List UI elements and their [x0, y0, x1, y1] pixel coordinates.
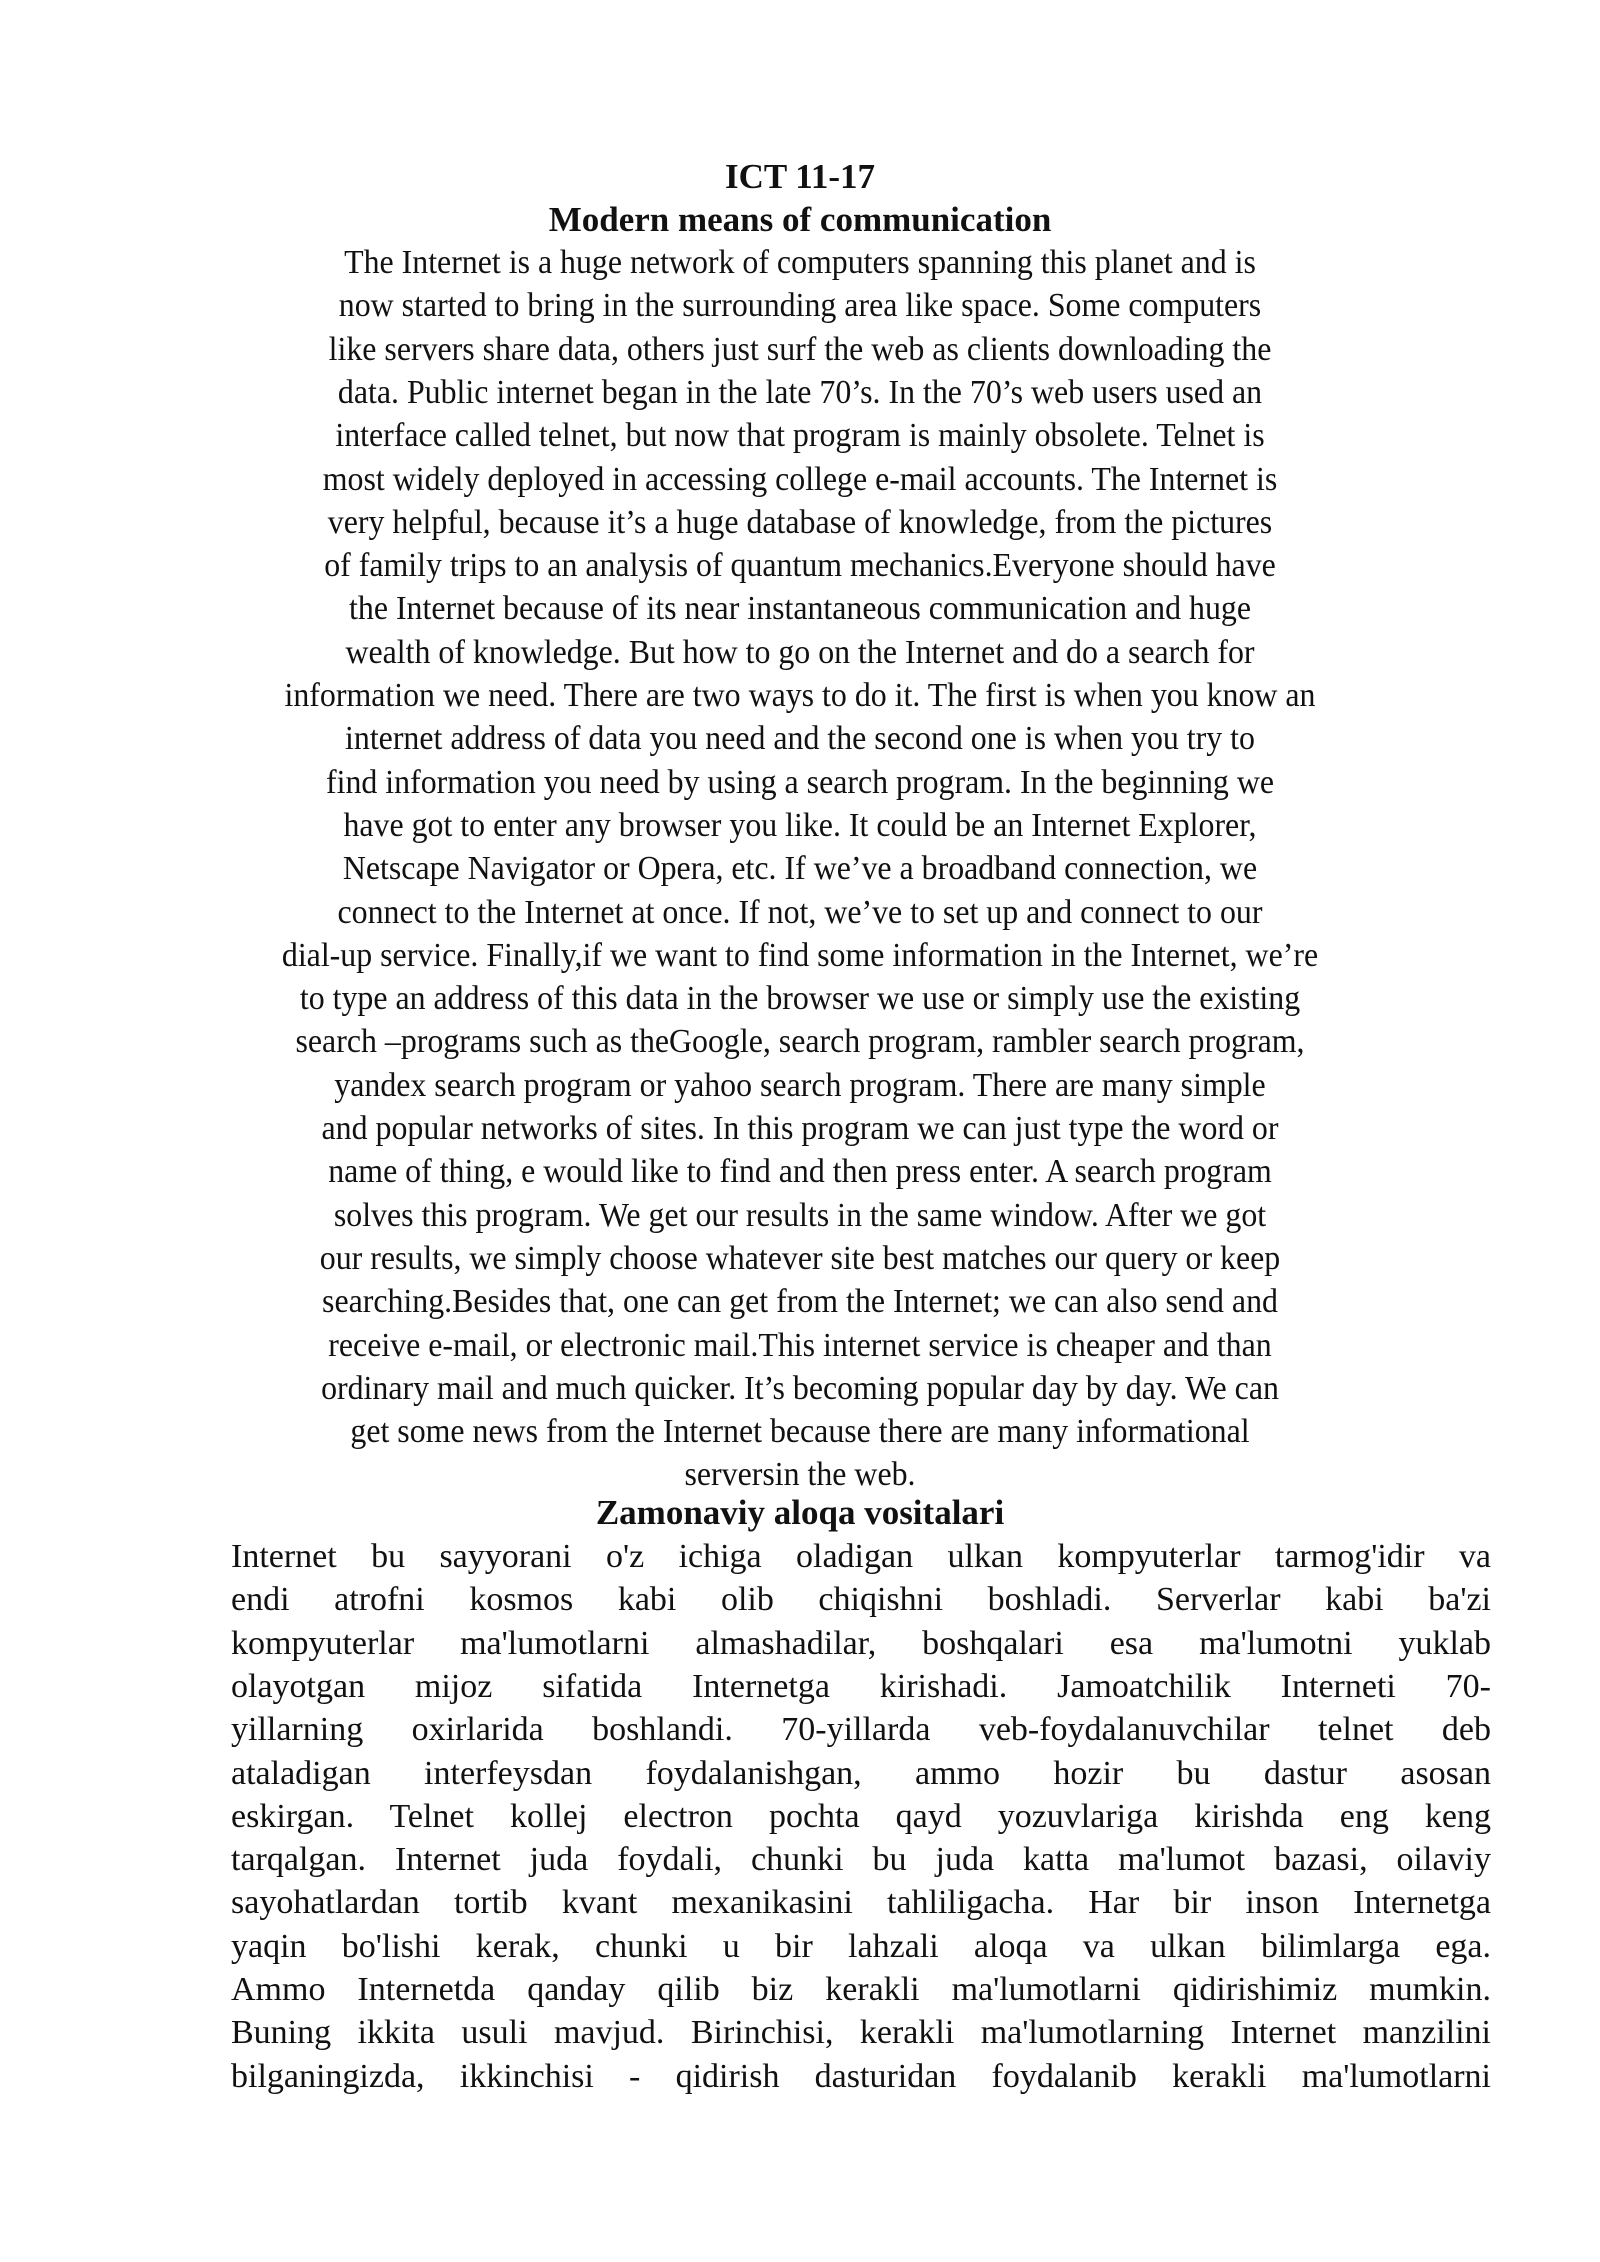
- text-line: data. Public internet began in the late 70’s. In the 70’s web users used an: [337, 373, 1263, 411]
- english-section-title: Modern means of communication: [548, 200, 1052, 239]
- text-line: ordinary mail and much quicker. It’s becoming popular day by day. We can: [321, 1369, 1279, 1407]
- text-line: wealth of knowledge. But how to go on the Internet and do a search for: [345, 633, 1255, 671]
- text-line: receive e-mail, or electronic mail.This internet service is cheaper and than: [328, 1326, 1272, 1364]
- text-line: now started to bring in the surrounding area like space. Some computers: [338, 287, 1262, 325]
- text-line: internet address of data you need and the second one is when you try to: [345, 720, 1255, 758]
- text-line: eskirgan. Telnet kollej electron pochta qayd yozuvlariga kirishda eng keng: [231, 1797, 1491, 1835]
- text-line: connect to the Internet at once. If not, we’ve to set up and connect to our: [337, 893, 1263, 931]
- text-line: the Internet because of its near instantaneous communication and huge: [349, 590, 1251, 628]
- text-line: search –programs such as theGoogle, search program, rambler search program,: [295, 1023, 1305, 1061]
- uzbek-section-title: Zamonaviy aloqa vositalari: [595, 1493, 1005, 1532]
- text-line: to type an address of this data in the browser we use or simply use the existing: [299, 980, 1301, 1018]
- text-line: very helpful, because it’s a huge database of knowledge, from the pictures: [327, 503, 1273, 541]
- text-line: serversin the web.: [684, 1456, 916, 1494]
- text-line: Buning ikkita usuli mavjud. Birinchisi, kerakli ma'lumotlarning Internet manzilini: [231, 2014, 1491, 2052]
- text-line: Netscape Navigator or Opera, etc. If we’ve a broadband connection, we: [342, 850, 1258, 888]
- text-line: and popular networks of sites. In this program we can just type the word or: [321, 1110, 1279, 1147]
- text-line: Internet bu sayyorani o'z ichiga oladigan ulkan kompyuterlar tarmog'idir va: [231, 1538, 1491, 1575]
- text-line: tarqalgan. Internet juda foydali, chunki bu juda katta ma'lumot bazasi, oilaviy: [231, 1841, 1491, 1879]
- text-line: name of thing, e would like to find and then press enter. A search program: [328, 1153, 1272, 1191]
- text-line: searching.Besides that, one can get from the Internet; we can also send and: [322, 1283, 1278, 1321]
- text-line: have got to enter any browser you like. It could be an Internet Explorer,: [343, 806, 1257, 844]
- text-line: information we need. There are two ways to do it. The first is when you know an: [284, 677, 1316, 714]
- text-line: yillarning oxirlarida boshlandi. 70-yillarda veb-foydalanuvchilar telnet deb: [231, 1711, 1491, 1749]
- text-line: like servers share data, others just surf the web as clients downloading the: [328, 330, 1272, 368]
- text-line: sayohatlardan tortib kvant mexanikasini tahliligacha. Har bir inson Internetga: [231, 1884, 1491, 1922]
- text-line: Ammo Internetda qanday qilib biz kerakli ma'lumotlarni qidirishimiz mumkin.: [231, 1971, 1491, 2008]
- text-line: our results, we simply choose whatever site best matches our query or keep: [319, 1239, 1281, 1277]
- text-line: solves this program. We get our results in the same window. After we got: [333, 1196, 1267, 1234]
- text-line: The Internet is a huge network of computers spanning this planet and is: [344, 244, 1256, 281]
- text-line: yaqin bo'lishi kerak, chunki u bir lahzali aloqa va ulkan bilimlarga ega.: [231, 1927, 1491, 1965]
- text-line: find information you need by using a search program. In the beginning we: [325, 763, 1275, 801]
- document-header: ICT 11-17: [724, 157, 876, 196]
- text-line: ataladigan interfeysdan foydalanishgan, ammo hozir bu dastur asosan: [231, 1754, 1491, 1792]
- text-line: olayotgan mijoz sifatida Internetga kirishadi. Jamoatchilik Interneti 70-: [231, 1667, 1491, 1705]
- text-line: interface called telnet, but now that program is mainly obsolete. Telnet is: [335, 417, 1265, 455]
- text-line: of family trips to an analysis of quantum mechanics.Everyone should have: [324, 547, 1276, 585]
- text-line: endi atrofni kosmos kabi olib chiqishni boshladi. Serverlar kabi ba'zi: [231, 1581, 1491, 1619]
- text-line: bilganingizda, ikkinchisi - qidirish dasturidan foydalanib kerakli ma'lumotlarni: [231, 2057, 1491, 2095]
- text-line: kompyuterlar ma'lumotlarni almashadilar, boshqalari esa ma'lumotni yuklab: [231, 1624, 1491, 1662]
- text-line: yandex search program or yahoo search program. There are many simple: [334, 1066, 1266, 1104]
- text-line: most widely deployed in accessing college e-mail accounts. The Internet is: [322, 460, 1278, 498]
- text-line: get some news from the Internet because there are many informational: [350, 1413, 1250, 1451]
- text-line: dial-up service. Finally,if we want to find some information in the Internet, we’re: [281, 936, 1319, 974]
